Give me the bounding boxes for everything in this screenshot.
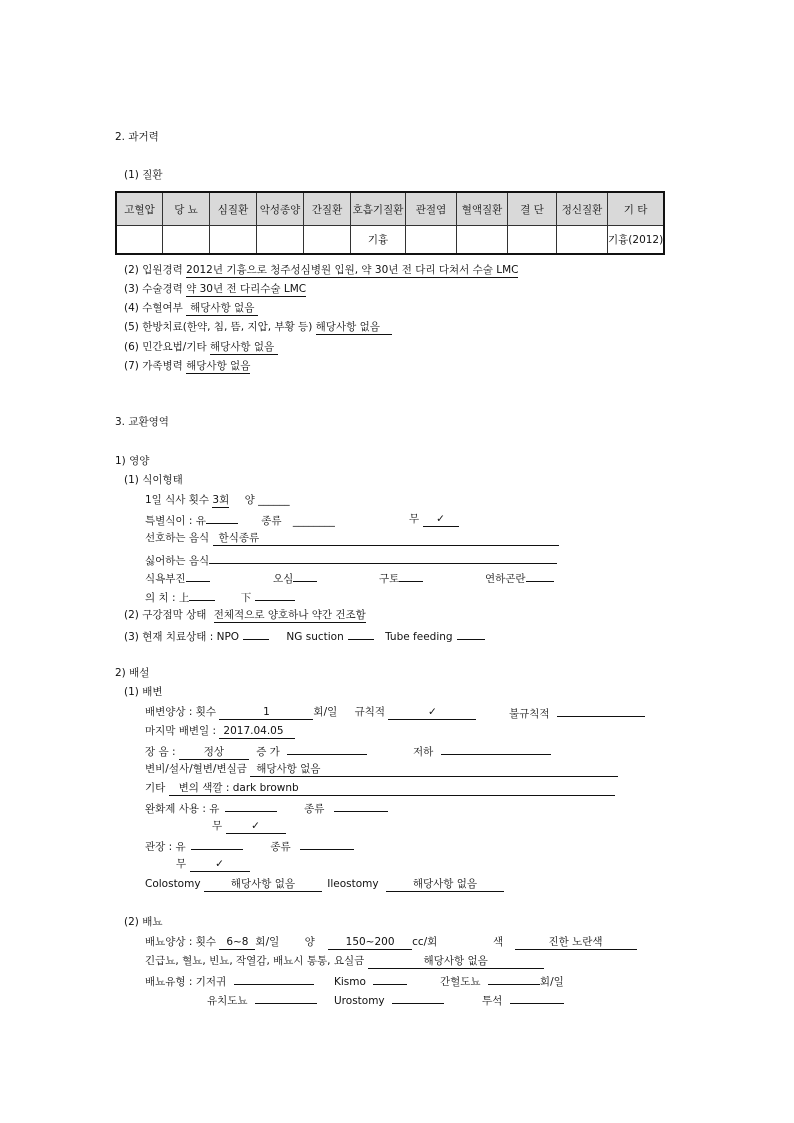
table-cell [304, 226, 351, 255]
regular-check: ✓ [388, 705, 476, 720]
increase-blank [287, 743, 367, 755]
last-bowel-value: 2017.04.05 [219, 724, 295, 739]
item-label: (7) 가족병력 [124, 360, 183, 372]
laxative-row [145, 800, 388, 816]
table-header: 호흡기질환 [351, 192, 406, 226]
last-bowel-label: 마지막 배변일 : [145, 725, 217, 737]
laxative-kind-blank [334, 800, 388, 812]
table-header: 혈액질환 [457, 192, 508, 226]
item-value: 해당사항 없음 [186, 301, 258, 316]
excretion-title: 2) 배설 [115, 667, 150, 679]
bowel-per-day: 회/일 [313, 706, 338, 718]
foley-row [207, 992, 317, 1008]
symptom-nausea [273, 570, 317, 586]
table-cell [210, 226, 257, 255]
history-item-surgery [124, 282, 306, 297]
table-header: 당 뇨 [163, 192, 210, 226]
history-item-family [124, 359, 250, 374]
bowel-heading: (1) 배변 [124, 686, 163, 698]
diet-heading: (1) 식이형태 [124, 474, 183, 486]
preferred-value: 한식종류 [213, 531, 559, 546]
table-cell [257, 226, 304, 255]
decrease-blank [441, 743, 551, 755]
ileostomy-label: Ileostomy [327, 878, 379, 890]
problems-value: 해당사항 없음 [250, 762, 618, 777]
item-label: (3) 수술경력 [124, 283, 183, 295]
dialysis-blank [510, 992, 564, 1004]
symptom-label: 구토 [379, 573, 400, 585]
problems-label: 변비/설사/혈변/변실금 [145, 763, 247, 775]
laxative-kind-label: 종류 [304, 803, 325, 815]
decrease-label: 저하 [413, 746, 434, 758]
colostomy-label: Colostomy [145, 878, 201, 890]
symptom-blank [293, 570, 317, 582]
urine-color-label: 색 [493, 936, 504, 948]
table-header: 결 단 [508, 192, 557, 226]
symptom-vomiting [379, 570, 423, 586]
irregular-label: 불규칙적 [509, 708, 550, 720]
table-header: 간질환 [304, 192, 351, 226]
urine-amount-value: 150~200 [328, 935, 412, 950]
oral-value: 전체적으로 양호하나 약간 건조함 [213, 609, 366, 621]
special-diet-label: 특별식이 : 유 [145, 515, 206, 527]
nutrition-title: 1) 영양 [115, 455, 150, 467]
table-cell [406, 226, 457, 255]
dialysis-label: 투석 [482, 995, 503, 1007]
colostomy-value: 해당사항 없음 [204, 877, 322, 892]
amount-label: 양 [244, 494, 255, 506]
item-value: 해당사항 없음 [210, 340, 278, 355]
table-header: 악성종양 [257, 192, 304, 226]
none-label: 무 [409, 513, 420, 525]
other-value: 변의 색깔 : dark brownb [169, 781, 615, 796]
laxative-none-label: 무 [212, 820, 223, 832]
history-item-admission [124, 263, 518, 278]
table-cell [116, 226, 163, 255]
bowel-problems-row [145, 762, 618, 777]
disease-heading: (1) 질환 [124, 169, 163, 181]
preferred-food-row [145, 531, 559, 546]
dentures-upper-blank [189, 589, 215, 601]
symptom-blank [186, 570, 210, 582]
npo-blank [243, 628, 269, 640]
table-header: 정신질환 [557, 192, 608, 226]
treatment-label: (3) 현재 치료상태 : NPO [124, 631, 240, 643]
laxative-none-row [212, 819, 286, 834]
disliked-value [209, 550, 557, 564]
urine-count-value: 6~8 [219, 935, 255, 950]
history-item-folk [124, 340, 278, 355]
item-value: 2012년 기흉으로 청주성심병원 입원, 약 30년 전 다리 다쳐서 수술 LMC [186, 264, 519, 276]
dentures-label: 의 치 : 上 [145, 592, 190, 604]
bowel-other-row [145, 781, 615, 796]
item-value: 해당사항 없음 [186, 360, 251, 372]
table-header: 관절염 [406, 192, 457, 226]
item-label: (2) 입원경력 [124, 264, 183, 276]
intermittent-label: 간헐도뇨 [440, 976, 481, 988]
table-cell [163, 226, 210, 255]
urine-heading: (2) 배뇨 [124, 916, 163, 928]
item-value: 해당사항 없음 [316, 320, 392, 335]
table-header-row [116, 192, 664, 226]
urine-per-day: 회/일 [255, 936, 280, 948]
table-cell: 기흉(2012) [608, 226, 665, 255]
other-label: 기타 [145, 782, 166, 794]
urine-amount-unit: cc/회 [412, 936, 438, 948]
bowel-sound-value: 정상 [179, 745, 249, 760]
tube-blank [457, 628, 485, 640]
urostomy-label: Urostomy [334, 995, 385, 1007]
special-diet-blank [206, 512, 238, 524]
meal-count-value: 3회 [212, 494, 230, 506]
oral-mucosa-row [124, 608, 366, 623]
tube-label: Tube feeding [385, 631, 453, 643]
enema-row [145, 838, 354, 854]
oral-label: (2) 구강점막 상태 [124, 609, 207, 621]
increase-label: 증 가 [256, 746, 280, 758]
enema-blank [191, 838, 243, 850]
table-header: 심질환 [210, 192, 257, 226]
table-cell [457, 226, 508, 255]
kind-label: 종류 [261, 515, 282, 527]
enema-none-row [176, 857, 250, 872]
dentures-lower-blank [255, 589, 295, 601]
urine-pattern-row [145, 935, 437, 950]
table-header: 고혈압 [116, 192, 163, 226]
enema-kind-label: 종류 [270, 841, 291, 853]
irregular-blank [557, 705, 645, 717]
ng-blank [348, 628, 374, 640]
amount-value: ______ [258, 494, 290, 506]
bowel-count-value: 1 [219, 705, 313, 720]
table-header: 기 타 [608, 192, 665, 226]
kismo-row [334, 973, 407, 989]
bowel-pattern-row [145, 705, 476, 720]
table-cell: 기흉 [351, 226, 406, 255]
history-item-oriental [124, 320, 392, 335]
disease-table [115, 191, 665, 255]
ng-label: NG suction [286, 631, 344, 643]
irregular-row [509, 705, 645, 721]
intermittent-unit: 회/일 [539, 976, 564, 988]
enema-none-label: 무 [176, 858, 187, 870]
urostomy-row [334, 992, 444, 1008]
urine-pattern-label: 배뇨양상 : 횟수 [145, 936, 217, 948]
treatment-row [124, 628, 485, 644]
foley-blank [255, 992, 317, 1004]
kismo-blank [373, 973, 407, 985]
meal-count-row [145, 493, 290, 508]
none-check: ✓ [423, 512, 459, 527]
history-item-transfusion [124, 301, 258, 316]
table-row [116, 226, 664, 255]
symptom-label: 연하곤란 [485, 573, 526, 585]
special-diet-row [145, 512, 335, 528]
disliked-food-row [145, 550, 557, 568]
symptom-anorexia [145, 570, 210, 586]
urine-color-row [493, 935, 637, 950]
table-cell [508, 226, 557, 255]
symptom-label: 오심 [273, 573, 294, 585]
kind-value: ________ [292, 515, 335, 527]
urine-amount-label: 양 [304, 936, 315, 948]
urine-color-value: 진한 노란색 [515, 935, 637, 950]
meal-count-label: 1일 식사 횟수 [145, 494, 210, 506]
urostomy-blank [392, 992, 444, 1004]
enema-kind-blank [300, 838, 354, 850]
urine-symptoms-value: 해당사항 없음 [368, 954, 544, 969]
urine-symptoms-label: 긴급뇨, 혈뇨, 빈뇨, 작열감, 배뇨시 통통, 요실금 [145, 955, 365, 967]
preferred-label: 선호하는 음식 [145, 532, 210, 544]
item-value: 약 30년 전 다리수술 LMC [186, 283, 307, 295]
dentures-lower-label: 下 [240, 592, 252, 604]
bowel-sound-row [145, 743, 367, 760]
intermittent-blank [488, 973, 540, 985]
item-label: (5) 한방치료(한약, 침, 뜸, 지압, 부황 등) [124, 321, 313, 333]
disliked-label: 싫어하는 음식 [145, 555, 210, 567]
diaper-blank [234, 973, 314, 985]
enema-none-check: ✓ [190, 857, 250, 872]
section-title-past-history: 2. 과거력 [115, 131, 159, 143]
dentures-row [145, 589, 295, 605]
symptom-blank [526, 570, 554, 582]
special-diet-none [409, 512, 459, 527]
laxative-blank [225, 800, 277, 812]
section-title-exchange: 3. 교환영역 [115, 416, 169, 428]
laxative-label: 완화제 사용 : 유 [145, 803, 220, 815]
ileostomy-value: 해당사항 없음 [386, 877, 504, 892]
symptom-label: 식욕부진 [145, 573, 186, 585]
bowel-pattern-label: 배변양상 : 횟수 [145, 706, 217, 718]
urine-symptoms-row [145, 954, 544, 969]
laxative-none-check: ✓ [226, 819, 286, 834]
intermittent-row [440, 973, 564, 989]
enema-label: 관장 : 유 [145, 841, 186, 853]
last-bowel-row [145, 724, 295, 739]
stoma-row [145, 877, 504, 892]
foley-label: 유치도뇨 [207, 995, 248, 1007]
symptom-blank [399, 570, 423, 582]
regular-label: 규칙적 [354, 706, 386, 718]
symptom-dysphagia [485, 570, 554, 586]
item-label: (4) 수혈여부 [124, 302, 183, 314]
table-cell [557, 226, 608, 255]
urine-type-row [145, 973, 314, 989]
diaper-label: 배뇨유형 : 기저귀 [145, 976, 227, 988]
decrease-row [413, 743, 551, 759]
bowel-sound-label: 장 음 : [145, 746, 176, 758]
item-label: (6) 민간요법/기타 [124, 341, 207, 353]
kismo-label: Kismo [334, 976, 366, 988]
dialysis-row [482, 992, 564, 1008]
